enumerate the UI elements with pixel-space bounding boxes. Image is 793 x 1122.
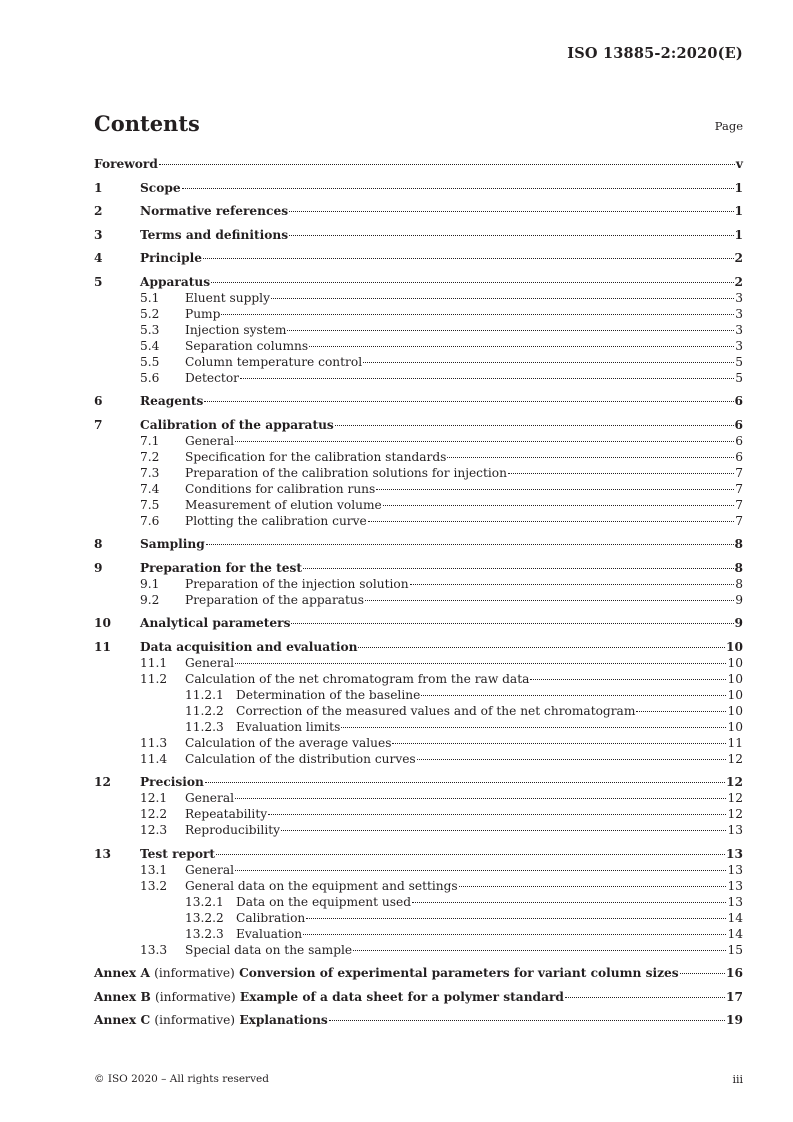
toc-entry-page: 11 <box>727 735 743 750</box>
toc-entry-title: Pump <box>185 306 221 321</box>
toc-entry-title: Separation columns <box>185 338 309 353</box>
toc-entry-title: Preparation of the calibration solutions for injection <box>185 465 507 480</box>
toc-entry-title: Plotting the calibration curve <box>185 513 367 528</box>
dot-leader <box>329 1019 725 1021</box>
toc-entry-title: Specification for the calibration standards <box>185 449 447 464</box>
toc-entry-page: 9 <box>735 592 743 607</box>
toc-entry-title: Injection system <box>185 322 287 337</box>
toc-entry-number: 5.5 <box>140 354 160 369</box>
dot-leader <box>530 678 726 680</box>
toc-entry-number: 7.5 <box>140 497 160 512</box>
toc-entry[interactable] <box>94 290 743 306</box>
toc-entry-title: Foreword <box>94 157 158 171</box>
toc-entry-page: 10 <box>727 719 743 734</box>
toc-entry-page: 8 <box>735 576 743 591</box>
toc-entry-number: 7.6 <box>140 513 160 528</box>
toc-entry-title: Calibration of the apparatus <box>140 417 334 432</box>
toc-entry[interactable] <box>94 417 743 433</box>
toc-entry[interactable] <box>94 878 743 894</box>
toc-entry[interactable] <box>94 655 743 671</box>
dot-leader <box>289 234 733 236</box>
toc-entry-title: Evaluation <box>236 926 303 941</box>
toc-entry[interactable] <box>94 227 743 243</box>
toc-entry-page: 12 <box>727 751 743 766</box>
toc-entry-title <box>94 1012 328 1028</box>
toc-entry-number: 7.1 <box>140 433 160 448</box>
dot-leader <box>508 472 734 474</box>
toc-entry-title: Measurement of elution volume <box>185 497 382 512</box>
dot-leader <box>235 662 726 664</box>
toc-entry[interactable] <box>94 322 743 338</box>
toc-entry-page: 8 <box>734 560 743 575</box>
toc-entry-title: Terms and definitions <box>140 227 289 242</box>
dot-leader <box>376 488 734 490</box>
dot-leader <box>205 781 725 783</box>
toc-annex-type: (informative) <box>154 966 235 980</box>
toc-entry[interactable] <box>94 822 743 838</box>
dot-leader <box>636 710 726 712</box>
toc-entry-title: Calibration <box>236 910 306 925</box>
toc-entry-page: v <box>735 157 743 171</box>
toc-entry[interactable] <box>94 926 743 942</box>
toc-entry[interactable] <box>94 615 743 631</box>
toc-entry-number: 12 <box>94 775 111 789</box>
toc-entry-number: 5.6 <box>140 370 160 385</box>
toc-entry[interactable] <box>94 449 743 465</box>
dot-leader <box>221 313 734 315</box>
toc-entry-number: 5.1 <box>140 290 160 305</box>
dot-leader <box>159 163 735 165</box>
toc-entry-title: Test report <box>140 846 216 861</box>
dot-leader <box>341 726 726 728</box>
toc-entry-number: 11.4 <box>140 751 168 766</box>
page-number: iii <box>732 1073 743 1086</box>
toc-entry-title: General <box>185 433 234 448</box>
page-title: Contents <box>94 111 200 136</box>
toc-entry-title: Evaluation limits <box>236 719 341 734</box>
toc-entry-title: Analytical parameters <box>140 616 291 630</box>
toc-entry-title: Reproducibility <box>185 823 281 837</box>
toc-entry-number: 13 <box>94 846 111 861</box>
dot-leader <box>289 210 733 212</box>
toc-entry-number: 13.2 <box>140 878 168 893</box>
toc-entry-number: 5.2 <box>140 306 160 321</box>
toc-entry-page: 6 <box>735 449 743 464</box>
toc-entry[interactable] <box>94 306 743 322</box>
toc-entry-title: Calculation of the average values <box>185 735 392 750</box>
toc-entry-title: Column temperature control <box>185 354 363 369</box>
toc-entry[interactable] <box>94 751 743 767</box>
toc-entry-number: 8 <box>94 537 103 551</box>
toc-entry-page: 8 <box>734 537 743 551</box>
toc-entry[interactable] <box>94 481 743 497</box>
toc-entry-number: 11 <box>94 639 111 654</box>
dot-leader <box>363 361 734 363</box>
toc-entry-page: 6 <box>734 394 743 408</box>
toc-entry-page: 3 <box>735 338 743 353</box>
toc-annex-title: Explanations <box>239 1013 328 1027</box>
toc-entry-title: Detector <box>185 370 239 385</box>
toc-entry-number: 11.2 <box>140 671 168 686</box>
dot-leader <box>410 583 735 585</box>
toc-entry-page: 12 <box>727 791 743 805</box>
toc-entry-page: 6 <box>735 433 743 448</box>
toc-entry-title: General <box>185 791 234 805</box>
toc-entry[interactable] <box>94 846 743 862</box>
dot-leader <box>309 345 734 347</box>
toc-entry-page: 5 <box>735 354 743 369</box>
toc-entry-page: 17 <box>726 989 743 1004</box>
toc-entry-title: Normative references <box>140 204 289 218</box>
toc-entry[interactable] <box>94 671 743 687</box>
toc-entry-number: 3 <box>94 227 103 242</box>
toc-entry[interactable] <box>94 790 743 806</box>
dot-leader <box>421 694 726 696</box>
toc-entry-title: Sampling <box>140 537 205 551</box>
toc-entry-title: Data on the equipment used <box>236 894 412 909</box>
toc-entry-title: Scope <box>140 180 181 195</box>
dot-leader <box>204 400 733 402</box>
toc-entry-page: 2 <box>734 274 743 289</box>
toc-entry-page: 13 <box>727 894 743 909</box>
toc-entry-page: 6 <box>734 417 743 432</box>
dot-leader <box>268 813 726 815</box>
toc-entry-number: 11.2.2 <box>185 703 224 718</box>
toc-entry[interactable] <box>94 862 743 878</box>
toc-entry-title: Precision <box>140 775 204 789</box>
dot-leader <box>211 281 733 283</box>
toc-entry[interactable] <box>94 393 743 409</box>
dot-leader <box>358 646 725 648</box>
toc-entry[interactable] <box>94 774 743 790</box>
toc-entry-page: 7 <box>735 513 743 528</box>
toc-entry-title: Calculation of the distribution curves <box>185 751 416 766</box>
toc-entry[interactable] <box>94 806 743 822</box>
dot-leader <box>235 797 726 799</box>
toc-entry-number: 12.2 <box>140 807 168 821</box>
toc-entry[interactable] <box>94 894 743 910</box>
toc-entry-page: 12 <box>727 807 743 821</box>
toc-entry-title: Calculation of the net chromatogram from the raw data <box>185 671 530 686</box>
toc-entry-page: 2 <box>734 251 743 265</box>
toc-entry-title: Correction of the measured values and of the net chromatogram <box>236 703 636 718</box>
dot-leader <box>303 933 726 935</box>
toc-entry[interactable] <box>94 560 743 576</box>
toc-entry-number: 7.4 <box>140 481 160 496</box>
toc-entry-number: 13.1 <box>140 862 168 877</box>
dot-leader <box>240 377 734 379</box>
toc-entry-page: 7 <box>735 465 743 480</box>
dot-leader <box>216 853 725 855</box>
toc-entry[interactable] <box>94 274 743 290</box>
toc-entry-title: Preparation of the apparatus <box>185 592 365 607</box>
toc-entry-title: Conditions for calibration runs <box>185 481 376 496</box>
toc-entry-number: 6 <box>94 394 103 408</box>
toc-annex-entry[interactable] <box>94 965 743 981</box>
toc-entry-title <box>94 989 564 1005</box>
toc-entry-page: 7 <box>735 497 743 512</box>
toc-entry-page: 10 <box>727 655 743 670</box>
toc-entry-number: 5.4 <box>140 338 160 353</box>
toc-entry[interactable] <box>94 338 743 354</box>
dot-leader <box>203 257 733 259</box>
toc-entry-number: 12.1 <box>140 791 168 805</box>
toc-entry-title <box>94 965 679 981</box>
toc-entry-title: General data on the equipment and settings <box>185 878 458 893</box>
dot-leader <box>447 456 734 458</box>
toc-entry[interactable] <box>94 250 743 266</box>
toc-entry[interactable] <box>94 497 743 513</box>
dot-leader <box>271 297 734 299</box>
dot-leader <box>392 742 726 744</box>
toc-entry-number: 5 <box>94 274 103 289</box>
toc-entry-page: 1 <box>734 227 743 242</box>
toc-entry-page: 19 <box>726 1013 743 1027</box>
toc-entry-page: 16 <box>726 966 743 980</box>
toc-entry-title: Apparatus <box>140 274 211 289</box>
toc-annex-title: Example of a data sheet for a polymer standard <box>239 989 564 1004</box>
toc-entry[interactable] <box>94 513 743 529</box>
toc-entry-page: 14 <box>727 926 743 941</box>
toc-entry[interactable] <box>94 156 743 172</box>
toc-entry[interactable] <box>94 942 743 958</box>
toc-entry[interactable] <box>94 465 743 481</box>
toc-annex-type: (informative) <box>155 989 236 1004</box>
toc-entry-page: 10 <box>727 687 743 702</box>
dot-leader <box>680 972 725 974</box>
toc-entry[interactable] <box>94 433 743 449</box>
toc-annex-number: Annex C <box>94 1013 151 1027</box>
table-of-contents <box>94 156 743 1028</box>
dot-leader <box>417 758 727 760</box>
toc-entry[interactable] <box>94 354 743 370</box>
dot-leader <box>565 996 725 998</box>
toc-entry-number: 13.3 <box>140 942 168 957</box>
dot-leader <box>303 567 734 569</box>
toc-entry-title: Eluent supply <box>185 290 270 305</box>
toc-entry-number: 12.3 <box>140 823 168 837</box>
toc-entry-page: 10 <box>727 703 743 718</box>
toc-entry-number: 10 <box>94 616 111 630</box>
dot-leader <box>383 504 734 506</box>
toc-entry-title: Preparation of the injection solution <box>185 576 409 591</box>
toc-entry[interactable] <box>94 203 743 219</box>
toc-entry-number: 11.2.1 <box>185 687 224 702</box>
toc-entry-number: 13.2.2 <box>185 910 224 925</box>
dot-leader <box>335 424 734 426</box>
toc-entry-title: Special data on the sample <box>185 942 353 957</box>
toc-annex-number: Annex B <box>94 989 151 1004</box>
toc-entry-number: 7.2 <box>140 449 160 464</box>
toc-entry-page: 9 <box>734 616 743 630</box>
toc-entry[interactable] <box>94 592 743 608</box>
toc-entry[interactable] <box>94 639 743 655</box>
toc-entry[interactable] <box>94 687 743 703</box>
toc-entry-page: 10 <box>726 639 743 654</box>
toc-entry-page: 13 <box>727 823 743 837</box>
toc-entry-page: 13 <box>726 846 743 861</box>
toc-entry-page: 12 <box>726 775 743 789</box>
toc-entry-page: 3 <box>735 290 743 305</box>
toc-entry-title: General <box>185 655 234 670</box>
dot-leader <box>235 869 726 871</box>
dot-leader <box>365 599 734 601</box>
toc-entry-number: 9 <box>94 560 103 575</box>
toc-entry-title: Determination of the baseline <box>236 687 421 702</box>
toc-entry-number: 7.3 <box>140 465 160 480</box>
toc-entry-page: 5 <box>735 370 743 385</box>
toc-entry-title: Principle <box>140 251 203 265</box>
toc-entry[interactable] <box>94 370 743 386</box>
copyright-notice: © ISO 2020 – All rights reserved <box>94 1073 269 1085</box>
page-column-label: Page <box>714 119 743 133</box>
toc-entry[interactable] <box>94 180 743 196</box>
dot-leader <box>368 520 735 522</box>
toc-entry-number: 11.2.3 <box>185 719 224 734</box>
toc-entry-title: Repeatability <box>185 807 268 821</box>
toc-entry[interactable] <box>94 703 743 719</box>
toc-entry-title: Data acquisition and evaluation <box>140 639 358 654</box>
toc-entry-number: 13.2.1 <box>185 894 224 909</box>
toc-annex-entry[interactable] <box>94 1012 743 1028</box>
toc-annex-type: (informative) <box>154 1013 236 1027</box>
toc-annex-entry[interactable] <box>94 989 743 1005</box>
toc-entry-title: Reagents <box>140 394 204 408</box>
toc-annex-number: Annex A <box>94 966 150 980</box>
toc-entry[interactable] <box>94 719 743 735</box>
toc-entry-page: 15 <box>727 942 743 957</box>
dot-leader <box>287 329 734 331</box>
toc-entry-number: 1 <box>94 180 103 195</box>
toc-entry-title: Preparation for the test <box>140 560 302 575</box>
toc-entry-page: 14 <box>727 910 743 925</box>
toc-entry-number: 5.3 <box>140 322 160 337</box>
toc-entry-page: 1 <box>734 180 743 195</box>
toc-entry-number: 7 <box>94 417 103 432</box>
toc-entry-page: 3 <box>735 306 743 321</box>
toc-annex-title: Conversion of experimental parameters for variant column sizes <box>239 966 679 980</box>
dot-leader <box>182 187 734 189</box>
dot-leader <box>412 901 726 903</box>
toc-entry[interactable] <box>94 735 743 751</box>
toc-entry[interactable] <box>94 576 743 592</box>
toc-entry[interactable] <box>94 910 743 926</box>
toc-entry-page: 13 <box>727 862 743 877</box>
toc-entry-page: 13 <box>727 878 743 893</box>
toc-entry-number: 13.2.3 <box>185 926 224 941</box>
toc-entry[interactable] <box>94 536 743 552</box>
toc-entry-number: 11.3 <box>140 735 168 750</box>
toc-entry-number: 9.1 <box>140 576 160 591</box>
toc-entry-number: 2 <box>94 204 103 218</box>
toc-entry-number: 11.1 <box>140 655 168 670</box>
toc-entry-title: General <box>185 862 234 877</box>
document-id: ISO 13885-2:2020(E) <box>567 45 743 62</box>
dot-leader <box>206 543 734 545</box>
toc-entry-page: 3 <box>735 322 743 337</box>
dot-leader <box>235 440 734 442</box>
toc-entry-page: 10 <box>727 671 743 686</box>
dot-leader <box>353 949 726 951</box>
toc-entry-page: 1 <box>734 204 743 218</box>
toc-entry-page: 7 <box>735 481 743 496</box>
dot-leader <box>291 622 733 624</box>
toc-entry-number: 4 <box>94 251 103 265</box>
toc-entry-number: 9.2 <box>140 592 160 607</box>
dot-leader <box>281 829 726 831</box>
dot-leader <box>306 917 726 919</box>
dot-leader <box>459 885 727 887</box>
